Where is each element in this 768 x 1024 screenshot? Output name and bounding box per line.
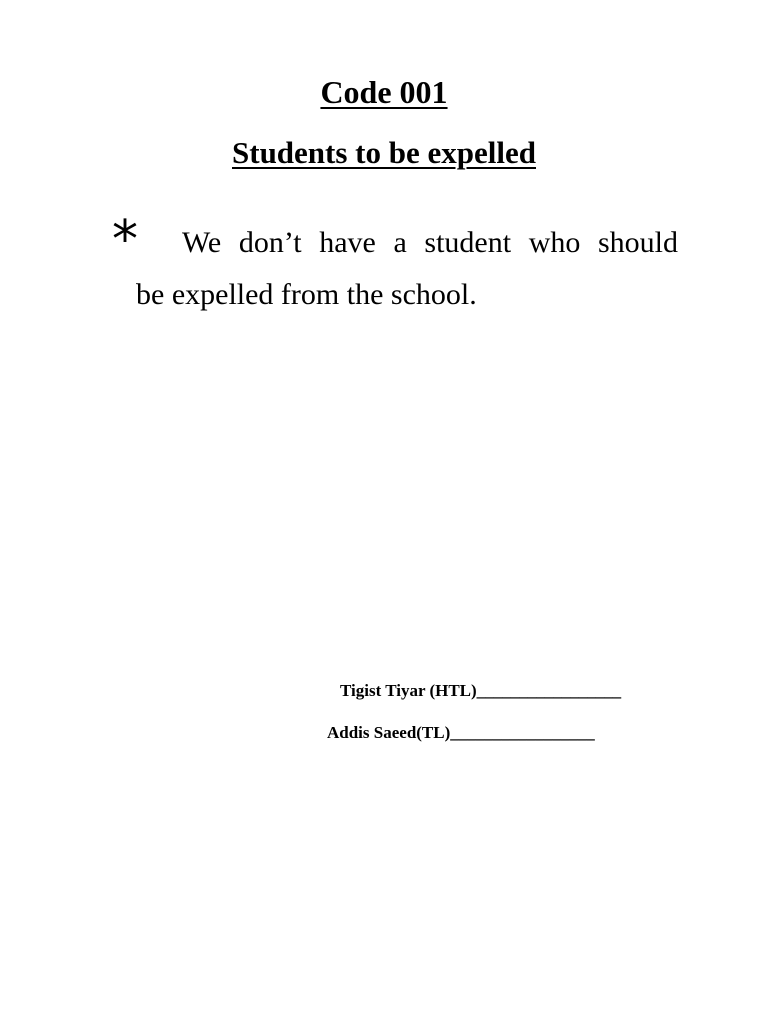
document-code-title: Code 001 <box>320 74 448 110</box>
asterisk-bullet-icon: * <box>112 210 138 270</box>
document-subtitle: Students to be expelled <box>232 135 536 170</box>
signature-line-htl: Tigist Tiyar (HTL)_________________ <box>340 681 622 700</box>
statement-line-2: be expelled from the school. <box>136 278 477 311</box>
statement-line-1: We don’t have a student who should <box>182 226 678 259</box>
signature-line-tl: Addis Saeed(TL)_________________ <box>327 723 595 742</box>
